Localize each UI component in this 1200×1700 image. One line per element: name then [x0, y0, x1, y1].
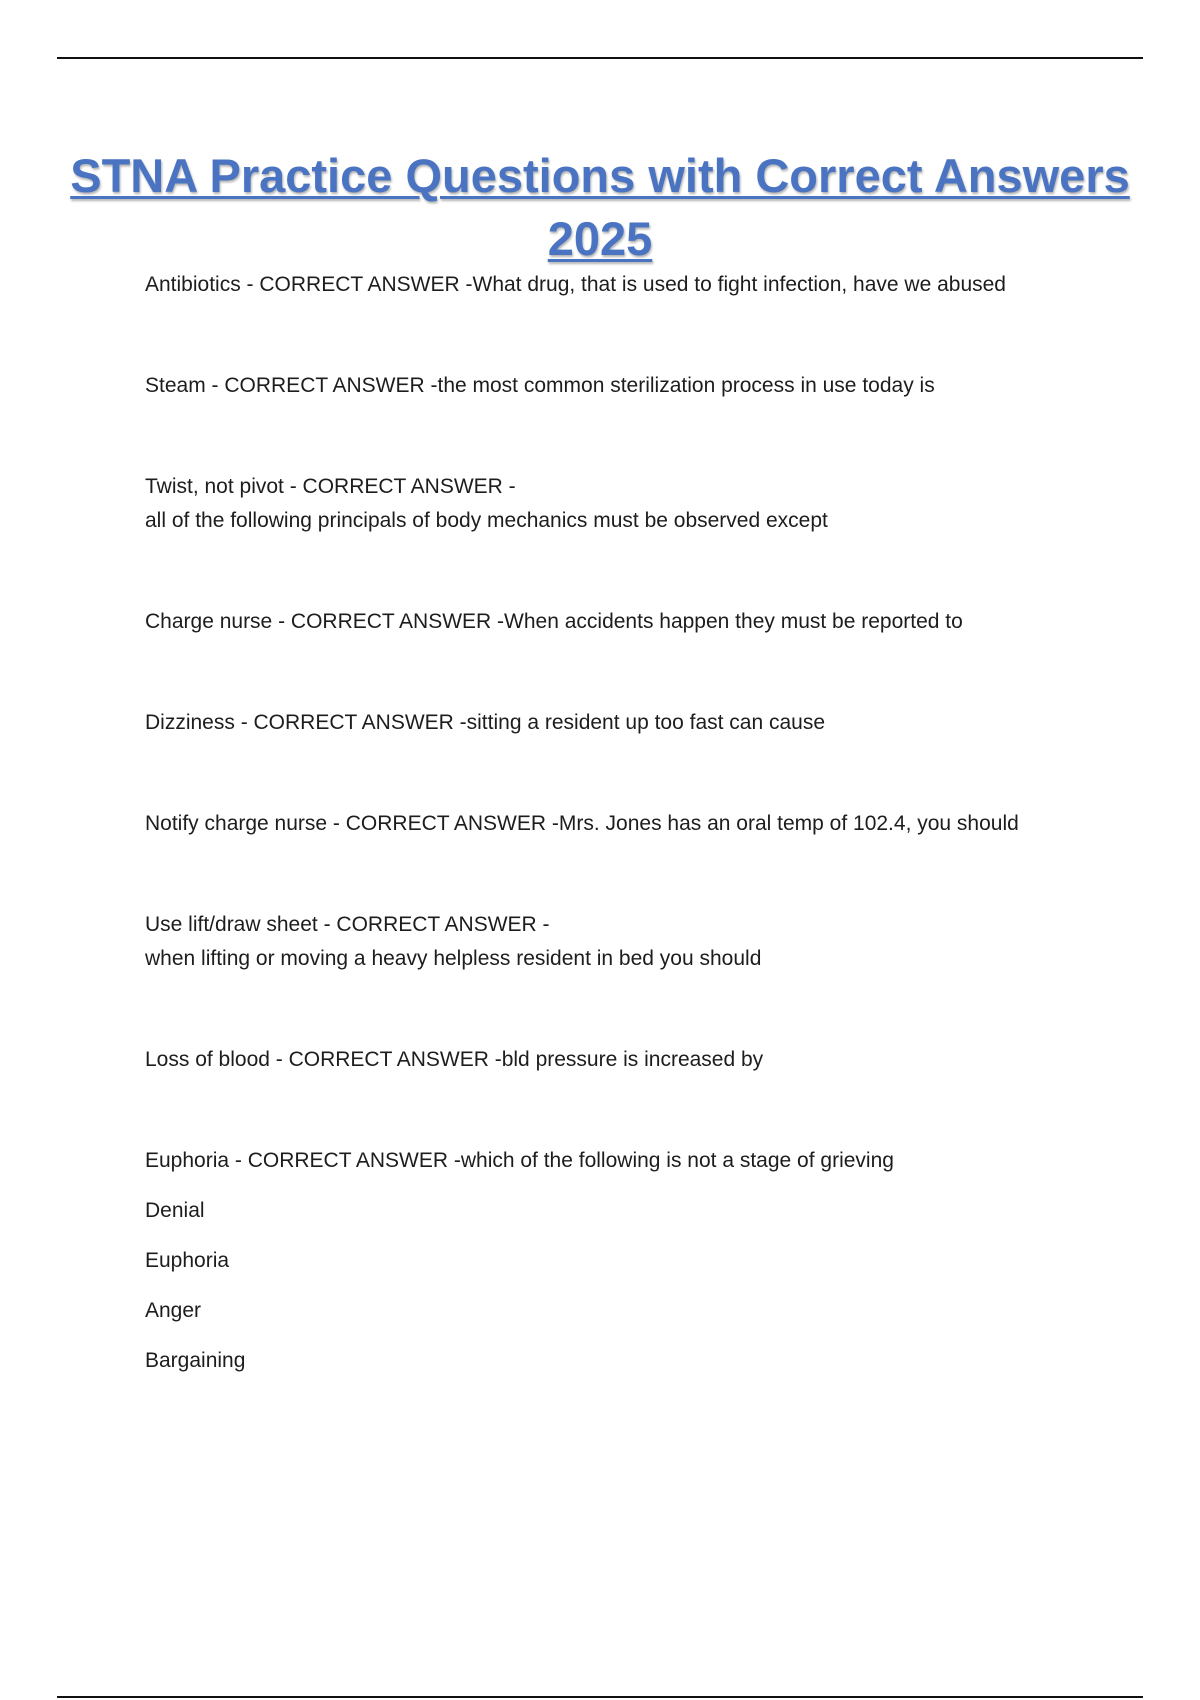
- option-item: Anger: [145, 1299, 202, 1322]
- qa-line: when lifting or moving a heavy helpless resident in bed you should: [145, 947, 762, 970]
- qa-line: all of the following principals of body mechanics must be observed except: [145, 509, 828, 532]
- qa-line: Twist, not pivot - CORRECT ANSWER -: [145, 475, 516, 498]
- option-item: Denial: [145, 1199, 205, 1222]
- option-item: Euphoria: [145, 1249, 230, 1272]
- document-body: [145, 268, 1065, 1394]
- qa-item: [145, 605, 1065, 639]
- qa-item: [145, 706, 1065, 740]
- qa-item: [145, 470, 1065, 538]
- qa-item: [145, 1043, 1065, 1077]
- qa-item: [145, 369, 1065, 403]
- qa-line: Dizziness - CORRECT ANSWER -sitting a resident up too fast can cause: [145, 711, 826, 734]
- qa-line: Charge nurse - CORRECT ANSWER -When accidents happen they must be reported to: [145, 610, 963, 633]
- qa-item: [145, 807, 1065, 841]
- qa-line: Antibiotics - CORRECT ANSWER -What drug, that is used to fight infection, have we abused: [145, 273, 1006, 296]
- qa-item: [145, 908, 1065, 976]
- qa-line: Loss of blood - CORRECT ANSWER -bld pressure is increased by: [145, 1048, 764, 1071]
- qa-line: Euphoria - CORRECT ANSWER -which of the following is not a stage of grieving: [145, 1149, 894, 1172]
- qa-item: [145, 268, 1065, 302]
- answer-options: [145, 1194, 1065, 1378]
- option-item: Bargaining: [145, 1349, 246, 1372]
- top-rule: [57, 57, 1143, 59]
- qa-line: Steam - CORRECT ANSWER -the most common sterilization process in use today is: [145, 374, 935, 397]
- qa-item: [145, 1144, 1065, 1178]
- bottom-rule: [57, 1696, 1143, 1698]
- document-title: STNA Practice Questions with Correct Answers 2025: [70, 149, 1130, 265]
- qa-line: Notify charge nurse - CORRECT ANSWER -Mrs. Jones has an oral temp of 102.4, you should: [145, 812, 1019, 835]
- qa-line: Use lift/draw sheet - CORRECT ANSWER -: [145, 913, 550, 936]
